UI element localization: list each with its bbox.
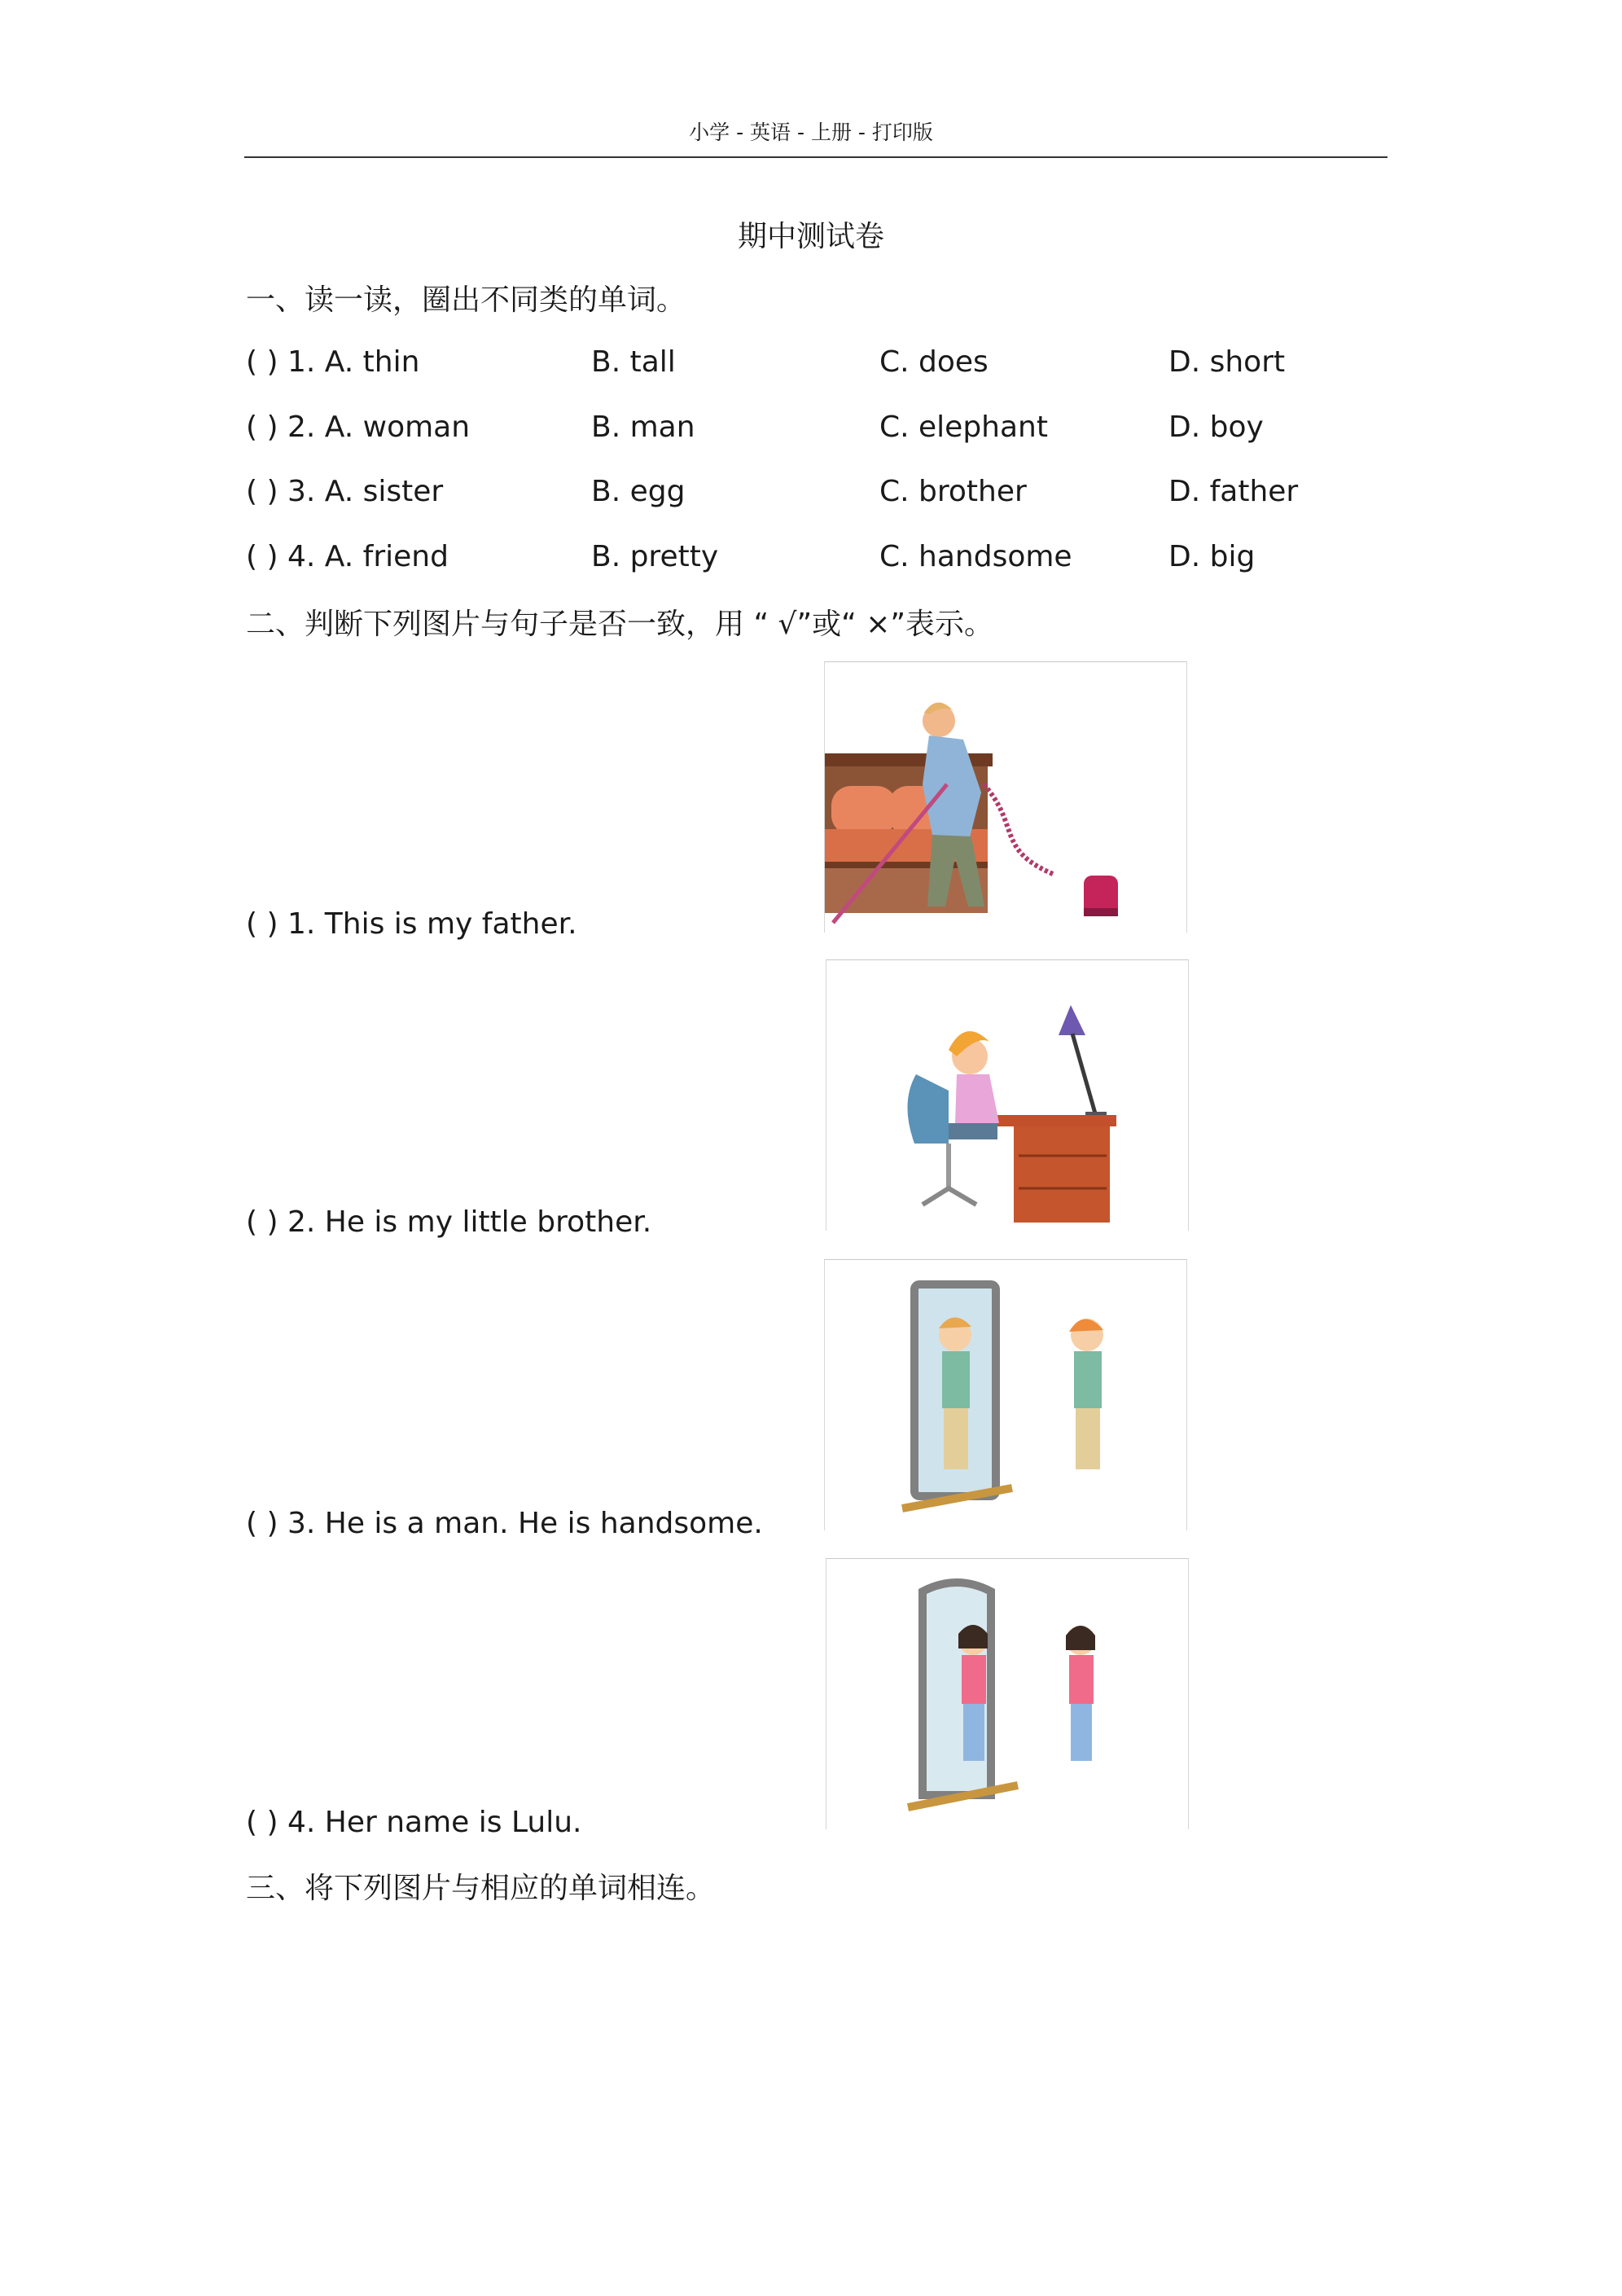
question-2-option-c: C. elephant xyxy=(879,410,1048,444)
judge-item-1-text: ( ) 1. This is my father. xyxy=(246,907,577,941)
judge-item-3-text: ( ) 3. He is a man. He is handsome. xyxy=(246,1507,763,1540)
judge-item-2-text: ( ) 2. He is my little brother. xyxy=(246,1205,652,1239)
section-3-heading: 三、将下列图片与相应的单词相连。 xyxy=(246,1872,716,1905)
question-2-option-d: D. boy xyxy=(1168,410,1264,444)
question-1-option-a: ( ) 1. A. thin xyxy=(246,345,420,379)
question-4-option-b: B. pretty xyxy=(591,540,719,573)
question-3-option-d: D. father xyxy=(1168,475,1299,508)
question-2-option-a: ( ) 2. A. woman xyxy=(246,410,471,444)
question-1-option-c: C. does xyxy=(879,345,989,379)
girl-writing-at-desk-illustration xyxy=(826,959,1189,1231)
question-1-option-d: D. short xyxy=(1168,345,1286,379)
question-4-option-a: ( ) 4. A. friend xyxy=(246,540,449,573)
header-divider xyxy=(244,156,1387,158)
section-1-heading: 一、读一读，圈出不同类的单词。 xyxy=(246,283,686,317)
judge-item-4-text: ( ) 4. Her name is Lulu. xyxy=(246,1806,582,1839)
question-3-option-c: C. brother xyxy=(879,475,1027,508)
question-4-option-d: D. big xyxy=(1168,540,1256,573)
question-3-option-b: B. egg xyxy=(591,475,686,508)
section-2-heading: 二、判断下列图片与句子是否一致，用 “ √”或“ ×”表示。 xyxy=(246,608,994,641)
man-vacuuming-illustration xyxy=(824,661,1187,933)
girl-at-mirror-illustration xyxy=(826,1558,1189,1829)
question-4-option-c: C. handsome xyxy=(879,540,1072,573)
question-2-option-b: B. man xyxy=(591,410,695,444)
question-3-option-a: ( ) 3. A. sister xyxy=(246,475,444,508)
question-1-option-b: B. tall xyxy=(591,345,676,379)
page-header: 小学 - 英语 - 上册 - 打印版 xyxy=(689,121,933,144)
page-title: 期中测试卷 xyxy=(737,220,884,253)
boy-at-mirror-illustration xyxy=(824,1259,1187,1530)
